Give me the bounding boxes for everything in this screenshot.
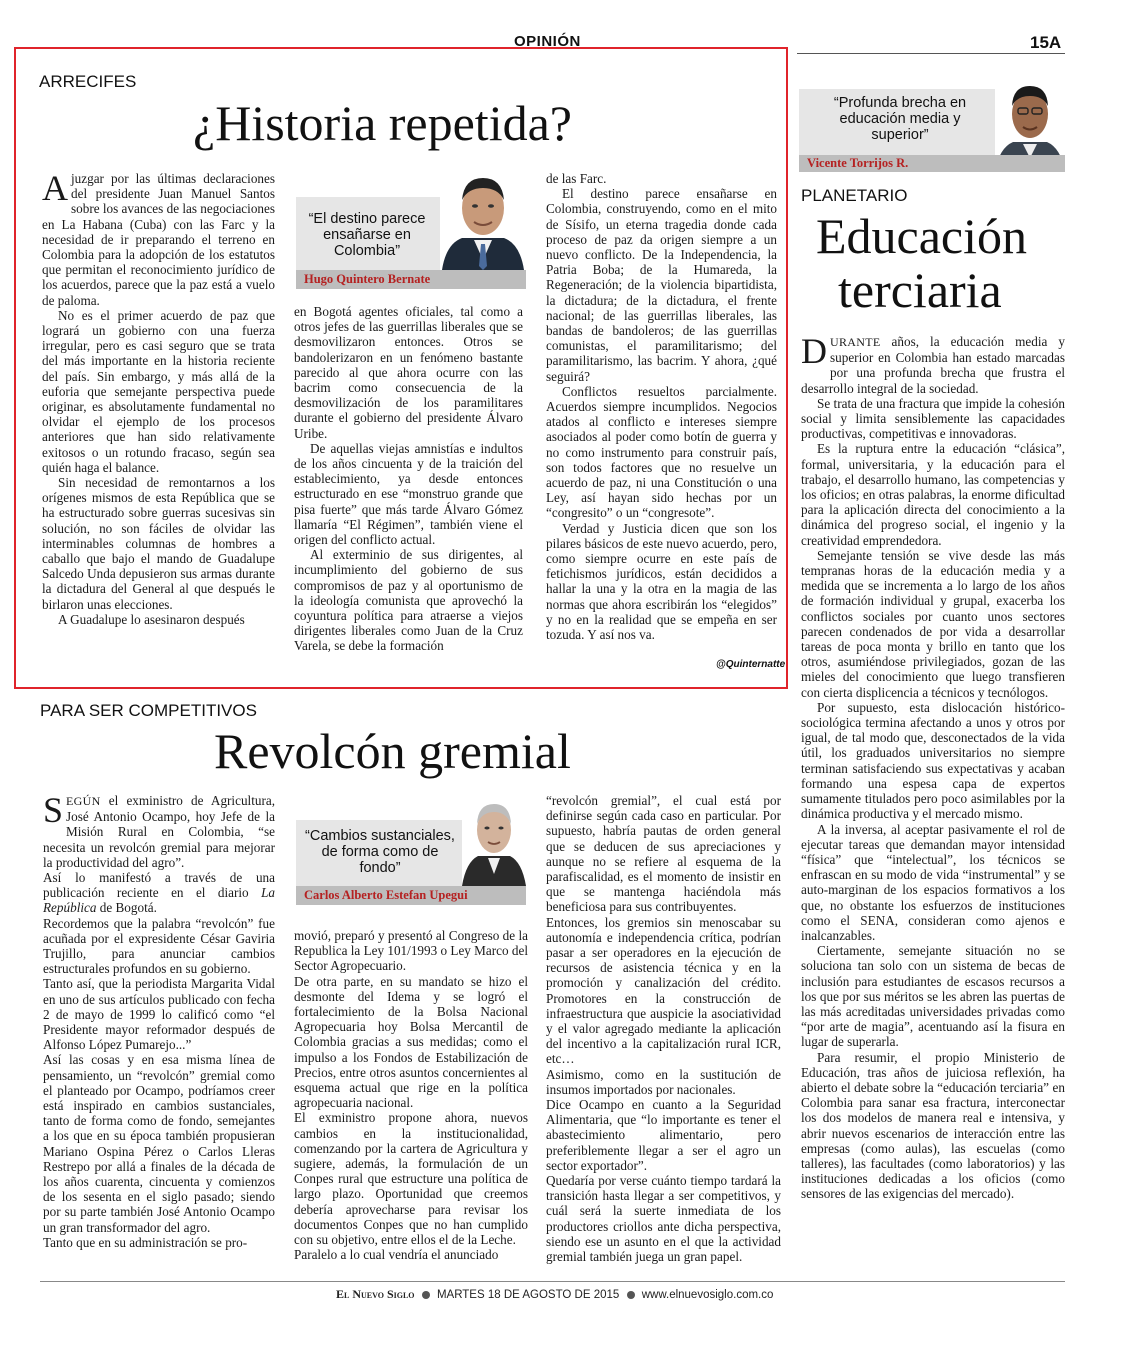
twitter-handle: @Quinternatte bbox=[716, 659, 786, 670]
article-column-3: de las Farc. El destino parece ensañarse en Colombia, construyendo, como en el mito de Sísifo, un eterna tragedia donde cada proceso de paz da origen siempre a un nuevo conflicto. De la Independencia, la Patria Boba; de la Humareda, la Regeneración; de la violencia bipartidista, la dictadura; de la dictadura, el frente nacional; de las guerrillas liberales, las bandas de bandoleros; de las guerrillas comunistas, el paramilitarismo; del paramilitarismo, las bacrim. Y ahora, ¿qué seguirá? Conflictos resueltos parcialmente. Acuerdos siempre incumplidos. Negocios atados al conflicto e intereses siempre asociados al poder como botín de guerra y no como instrumento para construir país, son todos factores que no resuelve un acuerdo de paz, ni una Constitución o una Ley, así hayan sido hechas por un “congresito” o un “congresote”. Verdad y Justicia dicen que son los pilares básicos de este nuevo acuerdo, pero, como siempre ocurre en este país de fetichismos jurídicos, están decididos a hallar la una y la otra en la magia de las normas que ahora escribirán los “elegidos” y no en la realidad que se empeña en ser tozuda. Y así nos va. bbox=[546, 171, 777, 643]
footer bbox=[336, 1287, 773, 1302]
teaser-quote: “Profunda brecha en educación media y superior” bbox=[833, 95, 967, 143]
teaser-author-byline: Vicente Torrijos R. bbox=[799, 155, 1065, 172]
column-kicker: ARRECIFES bbox=[39, 72, 137, 91]
pull-quote: “El destino parece ensañarse en Colombia” bbox=[308, 211, 426, 259]
drop-cap: A bbox=[42, 168, 68, 208]
issue-date: MARTES 18 DE AGOSTO DE 2015 bbox=[436, 1289, 620, 1301]
author-byline: Carlos Alberto Estefan Upegui bbox=[296, 886, 526, 905]
article-column-2: en Bogotá agentes oficiales, tal como a otros jefes de las guerrillas liberales que se desmovilizaron entonces. Otros se bandolerizaron en un fenómeno bastante parecido al que ahora ocurre con las bacrim como consecuencia de la desmovilización de los paramilitares durante el gobierno del presidente Álvaro Uribe. De aquellas viejas amnistías e indultos de los años cincuenta y de la traición del establecimiento, ya desde entonces estructurado en ese “monstruo grande que pisa fuerte” que más tarde Álvaro Gómez llamaría “El Régimen”, también viene el origen del conflicto actual. Al exterminio de sus dirigentes, al incumplimiento del gobierno de sus compromisos de paz y al oportunismo de la ideología comunista que aprovechó la coyuntura política para atraerse a viejos dirigentes liberales como Juan de la Cruz Varela, se debe la formación bbox=[294, 304, 523, 654]
drop-cap: S bbox=[43, 790, 64, 830]
article-column: DURANTE años, la educación media y superior en Colombia han estado marcadas por una profunda brecha que frustra el desarrollo integral de la sociedad. Se trata de una fractura que impide la cohesión social y limita sensiblemente las capacidades productivas, competitivas e innovadoras. Es la ruptura entre la educación “clásica”, formal, universitaria, y la educación para el trabajo, el desarrollo humano, las competencias y los oficios; en otras palabras, la enorme dificultad para la aplicación directa del conocimiento a la dinámica del progreso social, el ingenio y la creatividad emprendedora. Semejante tensión se vive desde las más tempranas horas de la educación media y a medida que se incrementa a lo largo de los años de formación individual y grupal, exacerba los conflictos sociales por cuanto unos sectores parecen condenados de por vida a desarrollar tareas de poca monta y brillo en tanto que los otros, asumiéndose privilegiados, gozan de las mieles del conocimiento que luego transfieren con cierta displicencia a técnicos y tecnólogos. Por supuesto, esta dislocación histórico-sociológica termina afectando a unos y otros por igual, de tal modo que, desconectados de la vida útil, los graduados universitarios no siempre terminan satisfaciendo sus expectativas y acaban formando una espesa capa de expertos sumamente titulados pero poco asimilables por la dinámica productiva y el mercado mismo. A la inversa, al aceptar pasivamente el rol de ejecutar tareas que demandan mayor intensidad “física” que “intelectual”, los técnicos se enfrascan en su modo de vida “instrumental” y se auto-marginan de los espacios formativos a los que, no obstante los esfuerzos de instituciones como el SENA, consideran como ajenos e inalcanzables. Ciertamente, semejante situación no se soluciona tan solo con un sistema de becas de inclusión para estudiantes de escasos recursos a los que por sus méritos se les abren las puertas de las más acreditadas universidades privadas como “por arte de magia”, acentuando así la fisura en lugar de superarla. Para resumir, el propio Ministerio de Educación, tras años de juiciosa reflexión, ha abierto el debate sobre la “educación terciaria” en Colombia para sanar esa fractura, interconectar los dos modelos de manera real e intensiva, y abrir nuevos escenarios de interacción entre las empresas (como aulas), las escuelas (como talleres), las facultades (como laboratorios) y las instituciones dedicadas a los oficios (como sensores de las exigencias del mercado). bbox=[801, 331, 1065, 1202]
page-number: 15A bbox=[1030, 33, 1062, 52]
column-kicker: PLANETARIO bbox=[801, 186, 908, 205]
author-photo bbox=[440, 170, 526, 270]
article-column-3: “revolcón gremial”, el cual está por definirse según cada caso en particular. Por supuesto, habría pautas de orden general que se deducen de sus apreciaciones y aunque no se refiere al esquema de la parafiscalidad, es el momento de insistir en que se mantenga haciéndola más beneficiosa para sus contribuyentes. Entonces, los gremios sin menoscabar su autonomía e independencia crítica, podrían pasar a ser operadores en la ejecución de recursos de asistencia técnica y en la promoción y canalización del crédito. Promotores en la construcción de infraestructura que auspicie la asociatividad y el valor agregado mediante la aplicación del incentivo a la capitalización rural ICR, etc… Asimismo, como en la sustitución de insumos importados por nacionales. Dice Ocampo en cuanto a la Seguridad Alimentaria, que “lo importante es tener el abastecimiento alimentario, pero preferiblemente llegar a ser el agro un sector exportador”. Quedaría por verse cuánto tiempo tardará la transición hasta llegar a ser competitivos, y cuál será la suerte inmediata de los productores criollos ante dicha perspectiva, siendo ese un asunto en el que la actividad gremial también juega un gran papel. bbox=[546, 793, 781, 1265]
header-rule bbox=[797, 53, 1065, 54]
article-column-2: movió, preparó y presentó al Congreso de la Republica la Ley 101/1993 o Ley Marco del Sector Agropecuario. De otra parte, en su mandato se hizo el desmonte del Idema y se logró el fortalecimiento de la Bolsa Nacional Agropecuaria hoy Bolsa Mercantil de Colombia gracias a sus medidas; como el impulso a los Fondos de Estabilización de Precios, entre otros asuntos concernientes al esquema actual que rige en la política agropecuaria nacional. El exministro propone ahora, nuevos cambios en la institucionalidad, comenzando por la cartera de Agricultura y sugiere, además, la formulación de un Conpes rural que estructure una política de largo plazo. Oportunidad que creemos debería aprovecharse para revisar los documentos Conpes que no han cumplido con su objetivo, entre ellos el de la Leche. Paralelo a lo cual vendría el anunciado bbox=[294, 928, 529, 1263]
website-link[interactable]: www.elnuevosiglo.com.co bbox=[641, 1289, 774, 1301]
bullet-icon bbox=[422, 1291, 430, 1299]
article-column-1: Ajuzgar por las últimas declaraciones del presidente Juan Manuel Santos sobre los avances de las negociaciones en La Habana (Cuba) con las Farc y la necesidad de ir preparando el terreno en Colombia para la adopción de los estatutos que permitan el reconocimiento jurídico de los acuerdos, parece que la paz está a vuelo de paloma. No es el primer acuerdo de paz que logrará un gobierno con una fuerza irregular, pero es casi seguro que se trata del más importante en la historia reciente del país. Sin embargo, y más allá de la euforia que semejante perspectiva puede originar, es absolutamente fundamental no olvidar el ejemplo de los procesos anteriores que han sido relativamente exitosos o un rotundo fracaso, según sea quién haga el balance. Sin necesidad de remontarnos a los orígenes mismos de esta República que se ha estructurado sobre guerras sucesivas sin solución, no son fáciles de olvidar las interminables columnas de hombres a caballo que bajo el mando de Guadalupe Salcedo Unda depusieron sus armas durante la dictadura del General al que después le birlaron unas elecciones. A Guadalupe lo asesinaron después bbox=[42, 168, 275, 627]
article-headline: ¿Historia repetida? bbox=[193, 95, 572, 151]
section-header: OPINIÓN bbox=[514, 33, 581, 50]
author-byline: Hugo Quintero Bernate bbox=[296, 270, 526, 289]
column-kicker: PARA SER COMPETITIVOS bbox=[40, 701, 257, 720]
author-photo bbox=[462, 796, 526, 886]
drop-cap: D bbox=[801, 331, 827, 371]
pull-quote: “Cambios sustanciales, de forma como de fondo” bbox=[305, 828, 455, 876]
paper-name: El Nuevo Siglo bbox=[336, 1287, 415, 1301]
footer-rule bbox=[40, 1281, 1065, 1282]
article-headline: terciaria bbox=[838, 262, 1002, 318]
bullet-icon bbox=[627, 1291, 635, 1299]
article-headline: Revolcón gremial bbox=[214, 723, 571, 779]
article-headline: Educación bbox=[816, 208, 1028, 264]
article-column-1: SEGÚN el exministro de Agricultura, José Antonio Ocampo, hoy Jefe de la Misión Rural en Colombia, “se necesita un revolcón gremial para mejorar la productividad del agro”. Así lo manifestó a través de una publicación reciente en el diario La República de Bogotá. Recordemos que la palabra “revolcón” fue acuñada por el expresidente César Gaviria Trujillo, para anunciar cambios estructurales profundos en su gobierno. Tanto así, que la periodista Margarita Vidal en uno de sus artículos publicado con fecha 2 de mayo de 1999 lo calificó como “el Presidente mayor reformador después de Alfonso López Pumarejo...” Así las cosas y en esa misma línea de pensamiento, un “revolcón” gremial como el planteado por Ocampo, podríamos creer está inspirado en cambios sustanciales, tanto de forma como de fondo, semejantes a los que en su época también propusieran Mariano Ospina Pérez o Carlos Lleras Restrepo por allá a finales de la década de los años cuarenta, cincuenta y comienzos de los sesenta en el siglo pasado; siendo por su parte también José Antonio Ocampo un gran transformador del agro. Tanto que en su administración se pro- bbox=[43, 790, 276, 1250]
